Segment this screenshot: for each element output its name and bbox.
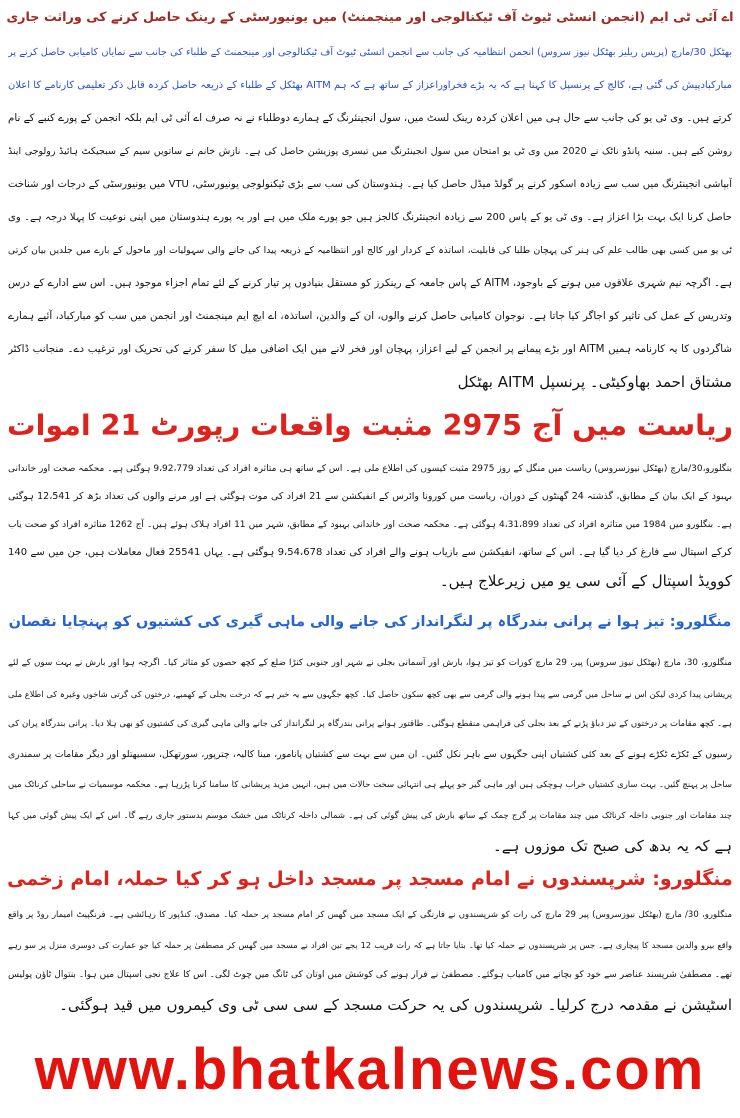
article-line: حاصل کرنا ایک بہت بڑا اعزاز ہے۔ وی ٹی یو کے پاس 200 سے زیادہ انجینئرنگ کالجز ہیں جو پورے ملک میں ہے اور یہ پورے ہندوستان میں اپنی نوعیت کا پہلا درجہ ہے۔ وی xyxy=(8,212,732,223)
headline-boats-damage: منگلورو: تیز ہوا نے پرانی بندرگاہ پر لنگرانداز کی جانے والی ماہی گیری کی کشتیوں کو پہنچایا نقصان xyxy=(8,614,732,630)
article-text xyxy=(8,648,732,862)
article-line: کرکے اسپتال سے فارغ کر دیا گیا ہے۔ اس کے ساتھ، انفیکشن سے بازیاب ہونے والے افراد کی تعداد 9،54،678 ہوگئی ہے۔ یہاں 25541 فعال معاملات ہیں، جن میں سے 140 xyxy=(8,547,732,558)
article-line: پریشانی پیدا کردی لیکن اس نے ساحل میں گرمی سے پیدا ہونے والی گرمی سے بھی کچھ سکون حاصل کیا۔ کچھ جگہوں سے یہ خبر ہے کہ درخت بجلی کے کھمبے، درختوں کی گرتی شاخوں وغیرہ کی اطلاع ملی xyxy=(8,688,732,699)
article-line: مشتاق احمد بھاوکیٹی۔ پرنسپل AITM بھٹکل xyxy=(457,373,732,391)
article-body-covid xyxy=(8,455,732,595)
article-line: آبپاشی انجینئرنگ میں سب سے زیادہ اسکور کرنے پر گولڈ میڈل حاصل کیا ہے۔ ہندوستان کی سب سے بڑی ٹیکنولوجی یونیورسٹی، VTU میں یونیورسٹی کے درجات اور شناخت xyxy=(8,179,732,190)
article-lead xyxy=(8,36,732,102)
article-line: شاگردوں کا یہ کارنامہ ہمیں AITM اور بڑے پیمانے پر انجمن کے لیے اعزاز، پہچان اور فخر لانے میں ایک اضافی میل کا سفر کرنے کی تحریک اور ترغیب دے۔ منجانب ڈاکٹر xyxy=(8,343,732,355)
article-line: بہبود کے ایک بیان کے مطابق، گذشتہ 24 گھنٹوں کے دوران، ریاست میں کورونا وائرس کے انفیکشن سے 21 افراد کی موت ہوگئی ہے اور مرنے والوں کی تعداد بڑھ کر 12،541 ہوگئی xyxy=(8,491,732,502)
article-line: مبارکبادپیش کی گئی ہے، کالج کے پرنسپل کا کہنا ہے کہ یہ بڑے فخراوراعزاز کے ساتھ ہے کہ ہم AITM بھٹکل کے طلباء کے ذریعہ حاصل کردہ قابل ذکر تعلیمی کارنامے کا اعلان xyxy=(8,80,732,91)
headline-mosque-attack: منگلورو: شرپسندوں نے امام مسجد پر مسجد داخل ہو کر کیا حملہ، امام زخمی xyxy=(7,868,733,890)
article-line: رسیوں کے ٹکڑے ٹکڑے ہونے کے بعد کئی کشتیاں اپنی جگہوں سے باہر نکل گئیں۔ ان میں سے بہت سے کشتیاں پانامور، مینا کالیہ، چترپور، سورتھکل، سسیھتلو اور دیگر مقامات پر سمندری xyxy=(8,748,732,760)
article-line: کوویڈ اسپتال کے آئی سی یو میں زیرعلاج ہیں۔ xyxy=(439,572,732,590)
article-line: چند مقامات اور جنوبی داخلہ کرناٹک میں چند مقامات پر گرج چمک کے ساتھ بارش کی پیش گوئی کی ہے۔ شمالی داخلہ کرناٹک میں خشک موسم بدستور جاری رہے گا۔ اس کے ایک پیش گوئی میں کہا xyxy=(8,810,732,821)
article-body-aitm xyxy=(8,36,732,399)
site-watermark: www.bhatkalnews.com xyxy=(34,1037,706,1102)
article-line: کرتے ہیں۔ وی ٹی یو کی جانب سے حال ہی میں اعلان کردہ رینک لسٹ میں، سول انجینئرنگ کے ہمارے دوطلباء نے نہ صرف اے آئی ٹی ایم بلکہ انجمن کے پورے کنبے کے نام xyxy=(8,112,732,124)
article-line: ہے۔ بنگلورو میں 1984 میں متاثرہ افراد کی تعداد 4،31،899 ہوگئی ہے۔ محکمہ صحت اور خاندانی بہبود کے مطابق، شہر میں 11 افراد ہلاک ہوئے ہیں۔ آج 1262 متاثرہ افراد کو صحت یاب xyxy=(8,520,732,530)
article-line: ساحل پر پہنچ گئیں۔ بہت ساری کشتیاں خراب ہوچکی ہیں اور ماہی گیر جو پہلے ہی انتہائی سخت حالات میں ہیں، انہیں مزید پریشانی کا سامنا کرنا پڑرہا ہے۔ محکمہ موسمیات نے ساحلی کرناٹک میں xyxy=(8,780,732,790)
article-line: منگلورو، 30/ مارچ (بھٹکل نیوزسروس) پیر 29 مارچ کی رات کو شرپسندوں نے فارنگی کے ایک مسجد میں گھس کر امام مسجد پر حملہ کیا۔ مصدق، کنڈپور کا رہائشی ہے۔ فرنگپیٹ امیمار روڈ پر واقع xyxy=(8,910,732,920)
article-line: واقع بیرو والدین مسجد کا پیچاری ہے۔ جس پر شرپسندوں نے حملہ کیا تھا۔ بتایا جاتا ہے کہ رات قریب 12 بجے تین افراد نے مسجد میں گھس کر مصطفیٰ پر حملہ کیا جو عمارت کی دوسری منزل پر سو رہے xyxy=(8,940,732,950)
article-line: ٹی یو میں کسی بھی طالب علم کی ہنر کی پہچان طلبا کی قابلیت، اساتذہ کے کردار اور کالج اور انتظامیہ کے ذریعہ پیدا کی جانے والی سہولیات اور ماحول کے بارے میں جلدیں بیان کرتی xyxy=(8,245,732,256)
article-text xyxy=(8,102,732,399)
article-line: ہے۔ اگرچہ نیم شہری علاقوں میں ہونے کے باوجود، AITM کے پاس جامعہ کے رینکرز کو مستقل بنیادوں پر تیار کرنے کے لئے تمام اجزاء موجود ہیں۔ اس سے ادارے کے درس xyxy=(8,277,732,289)
article-line: اسٹیشن نے مقدمہ درج کرلیا۔ شرپسندوں کی یہ حرکت مسجد کے سی سی ٹی وی کیمروں میں قید ہوگئی۔ xyxy=(59,996,732,1014)
headline-aitm-rank: اے آئی ٹی ایم (انجمن انسٹی ٹیوٹ آف ٹیکنالوجی اور مینجمنٹ) میں یونیورسٹی کے رینک حاصل کرنے کی وراثت جاری xyxy=(6,10,734,25)
headline-covid-cases: ریاست میں آج 2975 مثبت واقعات رپورٹ 21 اموات xyxy=(6,409,733,442)
article-text xyxy=(8,900,732,1020)
article-body-boats xyxy=(8,648,732,862)
article-text xyxy=(8,455,732,595)
article-line: بنگلورو،30/مارچ (بھٹکل نیوزسروس) ریاست میں منگل کے روز 2975 مثبت کیسوں کی اطلاع ملی ہے۔ اس کے ساتھ ہی متاثرہ افراد کی تعداد 9،92،779 ہوگئی ہے۔ محکمہ صحت اور خاندانی xyxy=(8,464,732,474)
article-line: ہے۔ کچھ مقامات پر درختوں کے تیز دباؤ پڑنے کے بعد بجلی کی فراہمی منقطع ہوگئی۔ طاقتور ہوانے پرانی بندرگاہ پر لنگرانداز کی جانے والی ماہی گیری کی کشتیوں کو بھی ہلا دیا۔ پرانی بندرگاہ پران کی xyxy=(8,719,732,729)
article-line: بھٹکل 30/مارچ (پریس ریلیز بھٹکل نیوز سروس) انجمن انتظامیہ کی جانب سے انجمن انسٹی ٹیوٹ آف ٹیکنالوجی اور مینجمنٹ کے طلباء کی جانب سے نمایاں کامیابی حاصل کرنے پر xyxy=(8,47,732,58)
article-line: وتدریس کے عمل کی تاثیر کو اجاگر کیا جاتا ہے۔ نوجوان کامیابی حاصل کرنے والوں، ان کے والدین، اساتذہ، اے ایچ ایم مینجمنٹ اور انجمن میں سب کو مبارکباد، آئیے ہمارے xyxy=(8,310,732,322)
article-body-mosque xyxy=(8,900,732,1020)
article-line: تھے۔ مصطفیٰ شرپسند عناصر سے خود کو بچانے میں کامیاب ہوگئے۔ مصطفیٰ نے فرار ہونے کی کوشش میں اوتان کی ٹانگ میں چوٹ لگی۔ اس کا علاج نجی اسپتال میں ہوا۔ بنتوال ٹاؤن پولیس xyxy=(8,970,732,980)
article-line: روشن کیے ہیں۔ سنیہ پانڈو ناٹک نے 2020 میں وی ٹی یو امتحان میں سول انجینئرنگ میں تیسری پوزیشن حاصل کی ہے۔ نازش خانم نے ساتویں سیم کے سبجیکٹ ہائیڈ رولوجی اینڈ xyxy=(8,146,732,157)
article-line: ہے کہ یہ بدھ کی صبح تک موزوں ہے۔ xyxy=(493,837,732,855)
article-line: منگلورو، 30، مارچ (بھٹکل نیوز سروس) پیر، 29 مارچ کورات کو تیز ہوا، بارش اور آسمانی بجلی نے شہر اور جنوبی کنڑا ضلع کے کچھ حصوں کو متاثر کیا۔ اگرچہ ہوا اور بارش نے بہت سوں کے لئے xyxy=(8,658,732,668)
